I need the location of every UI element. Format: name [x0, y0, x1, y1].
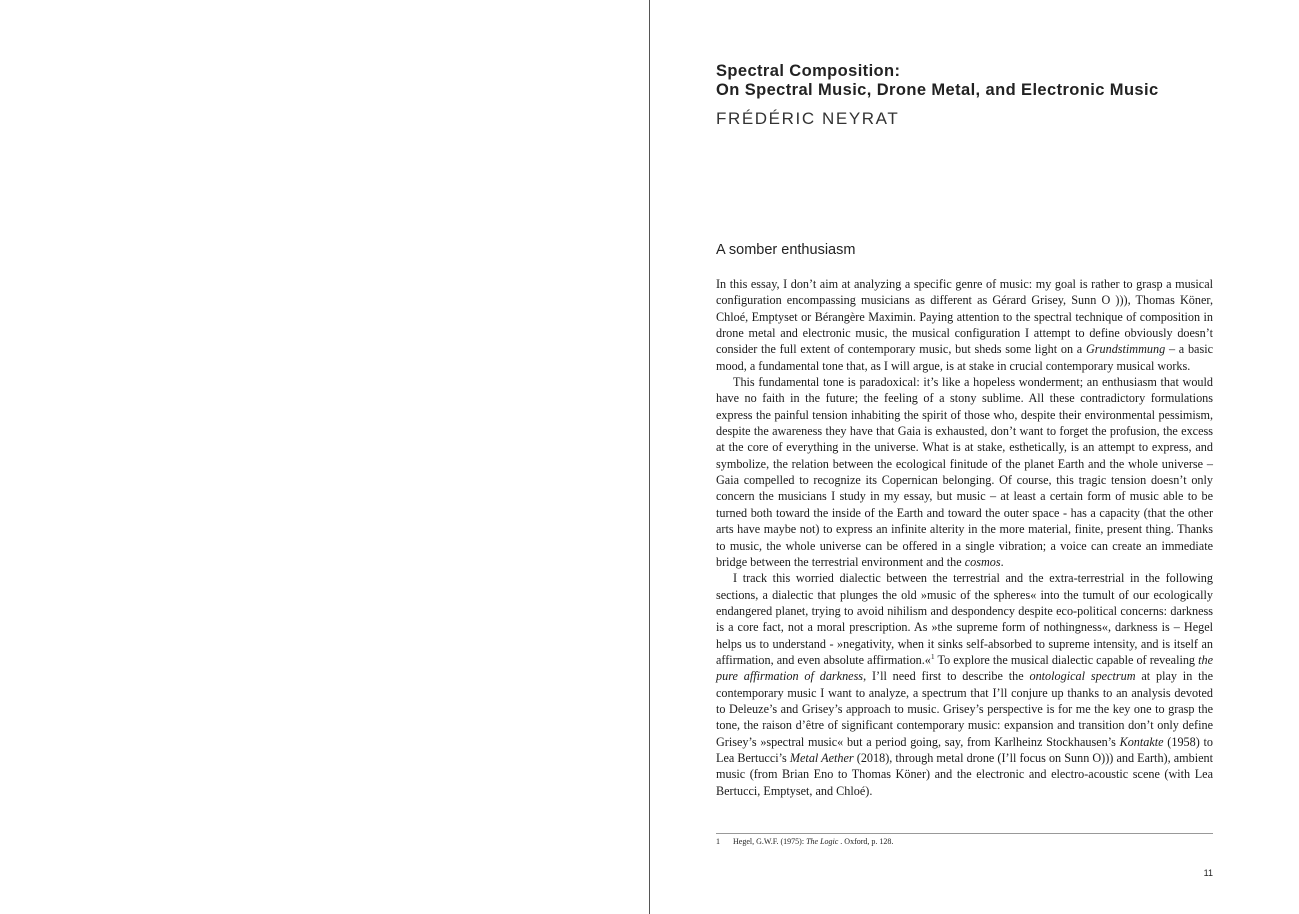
italic-term: Metal Aether [789, 750, 854, 765]
text-run: In this essay, I don’t aim at analyzing a specific genre of music: my goal is rather to grasp a musical configuration encompassing musicians as different as Gérard Grisey, Sunn O ))), Thomas Köner, Chloé, Emptyset or Bérangère Maximin. Paying attention to the spectral technique of composition in drone metal and electronic music, the musical configuration I attempt to define obviously doesn’t consider the full extent of contemporary music, but sheds some light on a [716, 277, 1213, 357]
paragraph-3 [716, 570, 1213, 799]
left-blank-page [0, 0, 649, 914]
footnote-text: . Oxford, p. 128. [838, 837, 894, 846]
footnote-divider [716, 833, 1213, 834]
footnote-reference[interactable]: 1 [930, 651, 935, 661]
footnote-text: Hegel, G.W.F. (1975): [733, 837, 807, 846]
text-run: , I’ll need first to describe the [863, 669, 1030, 684]
chapter-title-line-2: On Spectral Music, Drone Metal, and Electronic Music [716, 81, 1159, 99]
text-run: (1958) to Lea Bertucci’s [716, 734, 1213, 765]
footnote-number: 1 [716, 837, 720, 846]
paragraph-1 [716, 276, 1213, 374]
paragraph-2 [716, 374, 1213, 570]
section-heading: A somber enthusiasm [716, 242, 856, 258]
text-run: (2018), through metal drone (I’ll focus on Sunn O))) and Earth), ambient music (from Brian Eno to Thomas Köner) and the electronic and electro-acoustic scene (with Lea Bertucci, Emptyset, and Chloé). [716, 750, 1213, 798]
text-run: at play in the contemporary music I want to analyze, a spectrum that I’ll conjure up thanks to an analysis devoted to Deleuze’s and Grisey’s approach to music. Grisey’s perspective is for me the key one to grasp the tone, the raison d’être of significant contemporary music: expansion and transition don’t only define Grisey’s »spectral music« but a period going, say, from Karlheinz Stockhausen’s [716, 669, 1214, 749]
text-run: – a basic mood, a fundamental tone that, as I will argue, is at stake in crucial contemporary musical works. [716, 342, 1214, 373]
italic-term: cosmos [964, 554, 1001, 569]
page-number: 11 [1203, 868, 1213, 878]
italic-term: Kontakte [1119, 734, 1164, 749]
author-name: FRÉDÉRIC NEYRAT [716, 109, 900, 128]
text-run: To explore the musical dialectic capable of revealing [934, 652, 1199, 667]
text-run: I track this worried dialectic between the terrestrial and the extra-terrestrial in the following sections, a dialectic that plunges the old »music of the spheres« into the tumult of our ecologically endangered planet, trying to avoid nihilism and despondency despite eco-political concerns: darkness is a core fact, not a moral prescription. As »the supreme form of nothingness«, darkness is – Hegel helps us to understand - »negativity, when it sinks self-absorbed to supreme intensity, and is itself an affirmation, and even absolute affirmation.« [716, 571, 1213, 667]
text-run: . [1000, 554, 1004, 569]
italic-term: ontological spectrum [1029, 669, 1136, 684]
italic-term: the pure affirmation of darkness [716, 652, 1213, 684]
footnote-italic-title: The Logic [806, 837, 839, 846]
italic-term: Grundstimmung [1085, 342, 1166, 357]
chapter-title [716, 62, 1216, 100]
right-page [650, 0, 1299, 914]
body-text [716, 276, 1213, 799]
footnote [716, 837, 1213, 847]
text-run: This fundamental tone is paradoxical: it’s like a hopeless wonderment; an enthusiasm that would have no faith in the future; the feeling of a stony sublime. All these contradictory formulations express the painful tension inhabiting the spirit of those who, despite their environmental pessimism, despite the awareness they have that Gaia is exhausted, don’t want to forget the profusion, the excess at the core of everything in the universe. What is at stake, esthetically, is an attempt to express, and symbolize, the relation between the ecological finitude of the planet Earth and the whole universe – Gaia compelled to recognize its Copernican belonging. Of course, this tragic tension doesn’t only concern the musicians I study in my essay, but music – at least a certain form of music able to be turned both toward the inside of the Earth and toward the outer space - has a capacity (that the other arts have maybe not) to express an infinite alterity in the more material, finite, present thing. Thanks to music, the whole universe can be offered in a single vibration; a voice can create an immediate bridge between the terrestrial environment and the [716, 375, 1213, 569]
chapter-title-line-1: Spectral Composition: [716, 62, 901, 80]
